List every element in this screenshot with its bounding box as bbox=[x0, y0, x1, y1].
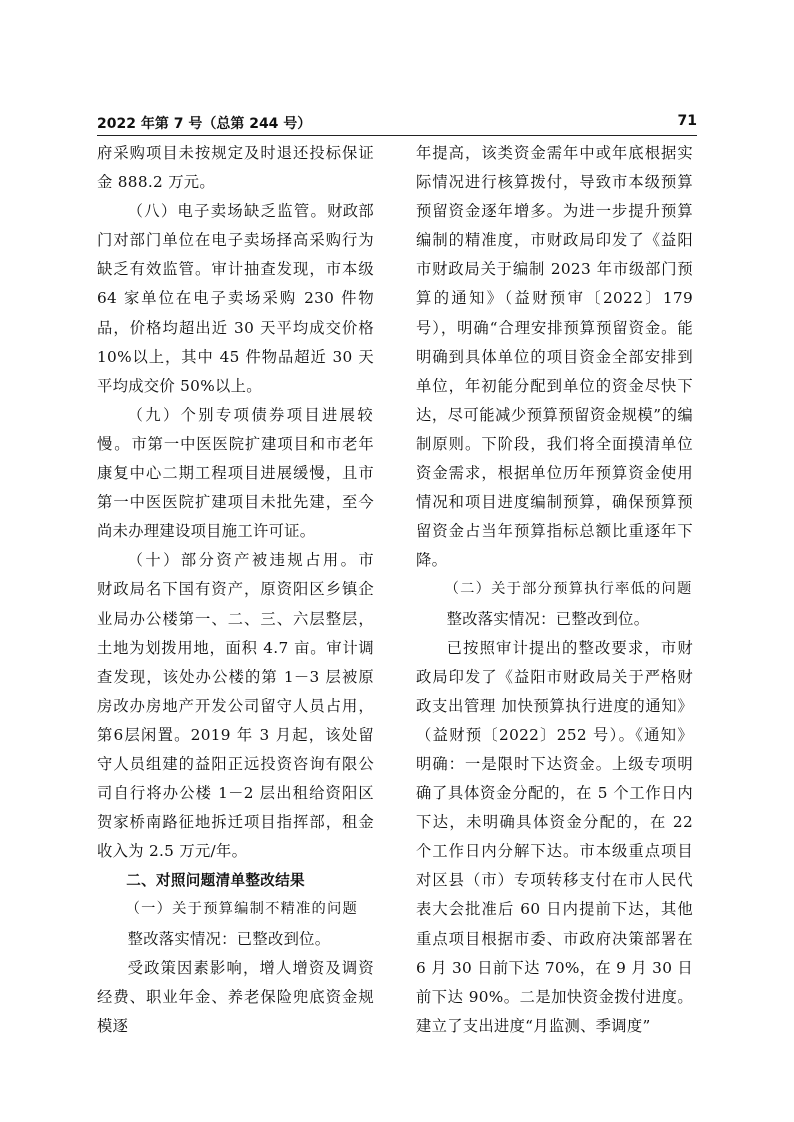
paragraph: 受政策因素影响，增人增资及调资经费、职业年金、养老保险兜底资金规模逐 bbox=[97, 958, 374, 1035]
right-column bbox=[416, 139, 693, 1089]
subsection-heading: （一）关于预算编制不精准的问题 bbox=[125, 901, 359, 918]
paragraph bbox=[97, 401, 374, 546]
item-heading: （九）个别专项债券项目进展较慢。 bbox=[97, 405, 374, 453]
status-line: 整改落实情况：已整改到位。 bbox=[446, 609, 650, 628]
paragraph-text: 府采购项目未按规定及时退还投标保证金 888.2 万元。 bbox=[97, 144, 374, 192]
paragraph bbox=[97, 139, 374, 197]
paragraph-text: 财政部门对部门单位在电子卖场择高采购行为缺乏有效监管。审计抽查发现，市本级 64 家单位在电子卖场采购 230 件物品，价格均超出近 30 天平均成交价格 10%以上，其中 45 件物品超近 30 天平均成交价 50%以上。 bbox=[97, 202, 374, 395]
item-heading: （八）电子卖场缺乏监管。 bbox=[127, 202, 328, 221]
subsection-heading: （二）关于部分预算执行率低的问题 bbox=[444, 581, 693, 598]
page-number: 71 bbox=[677, 113, 697, 129]
section-heading: 二、对照问题清单整改结果 bbox=[126, 872, 305, 890]
paragraph bbox=[97, 197, 374, 401]
paragraph: 已按照审计提出的整改要求，市财政局印发了《益阳市财政局关于严格财政支出管理 加快预算执行进度的通知》（益财预〔2022〕252 号）。《通知》明确：一是限时下达资金。上级专项明确了具体资金分配的，在 5 个工作日内下达，未明确具体资金分配的，在 22 个工作日内分解下达。市本级重点项目对区县（市）专项转移支付在市人民代表大会批准后 60 日内提前下达，其他重点项目根据市委、市政府决策部署在 6 月 30 日前下达 70%，在 9 月 30 日前下达 90%。二是加快资金拨付进度。建立了支出进度“月监测、季调度” bbox=[416, 638, 693, 1035]
paragraph bbox=[97, 546, 374, 866]
page-header bbox=[97, 113, 697, 137]
paragraph-text: 市第一中医医院扩建项目和市老年康复中心二期工程项目进展缓慢，且市第一中医医院扩建项目未批先建，至今尚未办理建设项目施工许可证。 bbox=[97, 434, 374, 541]
paragraph: 年提高，该类资金需年中或年底根据实际情况进行核算拨付，导致市本级预算预留资金逐年增多。为进一步提升预算编制的精准度，市财政局印发了《益阳市财政局关于编制 2023 年市级部门预算的通知》（益财预审〔2022〕179 号），明确“合理安排预算预留资金。能明确到具体单位的项目资金全部安排到单位，年初能分配到单位的资金尽快下达，尽可能减少预算预留资金规模”的编制原则。下阶段，我们将全面摸清单位资金需求，根据单位历年预算资金使用情况和项目进度编制预算，确保预算预留资金占当年预算指标总额比重逐年下降。 bbox=[416, 144, 693, 570]
header-rule bbox=[97, 135, 697, 136]
issue-label: 2022 年第 7 号（总第 244 号） bbox=[97, 116, 312, 132]
paragraph-text: 市财政局名下国有资产，原资阳区乡镇企业局办公楼第一、二、三、六层整层，土地为划拨用地，面积 4.7 亩。审计调查发现，该处办公楼的第 1－3 层被原房改办房地产开发公司留守人员占用，第6层闲置。2019 年 3 月起，该处留守人员组建的益阳正远投资咨询有限公司自行将办公楼 1－2 层出租给资阳区贺家桥南路征地拆迁项目指挥部，租金收入为 2.5 万元/年。 bbox=[97, 551, 374, 861]
item-heading: （十）部分资产被违规占用。 bbox=[127, 551, 359, 570]
left-column bbox=[97, 139, 374, 1089]
status-line: 整改落实情况：已整改到位。 bbox=[127, 929, 331, 948]
